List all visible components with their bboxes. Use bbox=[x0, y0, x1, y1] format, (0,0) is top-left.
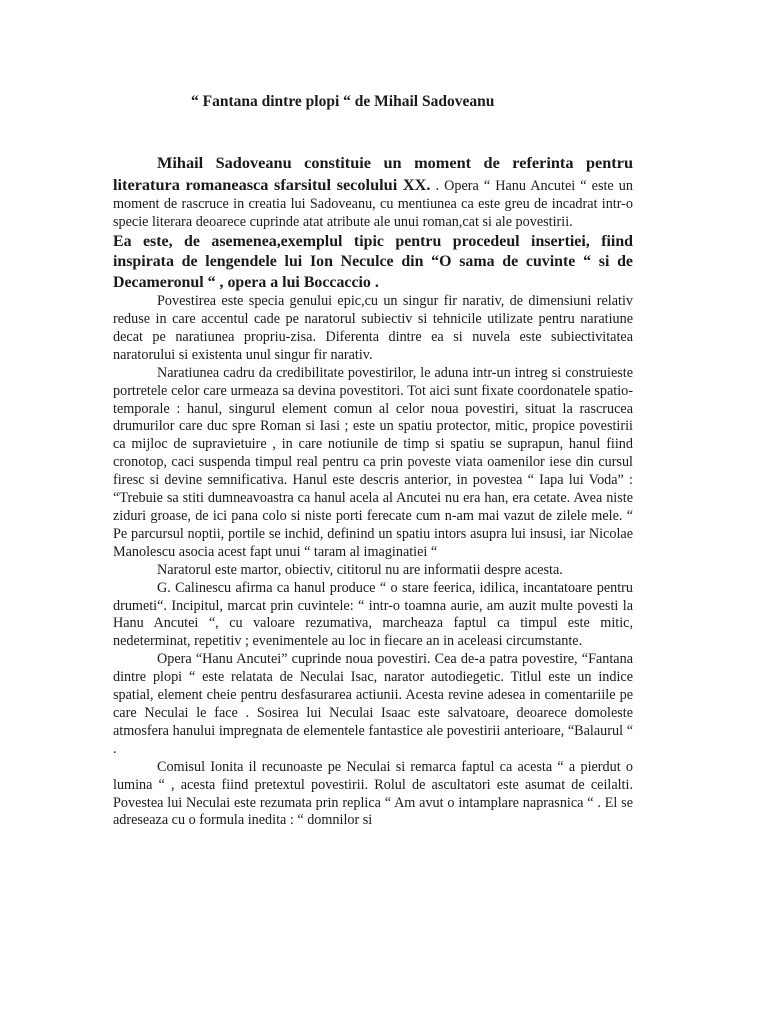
intro-bold-text: Mihail Sadoveanu constituie un moment de referinta pentru literatura romaneasca sfarsitul secolului XX. bbox=[113, 153, 633, 194]
body-paragraph: Naratorul este martor, obiectiv, cititorul nu are informatii despre acesta. bbox=[157, 561, 563, 578]
document-page bbox=[113, 92, 633, 830]
intro-paragraph bbox=[113, 152, 633, 232]
body-paragraph: Povestirea este specia genului epic,cu un singur fir narativ, de dimensiuni relativ reduse in care accentul cade pe naratorul subiectiv si tehnicile utilizate pentru naratiune decat pe naratiunea propriu-zisa. Diferenta dintre ea si nuvela este subiectivitatea naratorului si existenta unul singur fir narativ. bbox=[113, 293, 633, 363]
intro-rest-text: . Opera “ Hanu Ancutei “ este un moment de rascruce in creatia lui Sadoveanu, cu mentiunea ca este greu de incadrat intr-o specie literara deoarece cuprinde atat atribute ale unui roman,cat si ale povestirii. bbox=[113, 177, 633, 230]
insertion-bold-paragraph: Ea este, de asemenea,exemplul tipic pentru procedeul insertiei, fiind inspirata de lengendele lui Ion Neculce din “O sama de cuvinte “ si de Decameronul “ , opera a lui Boccaccio . bbox=[113, 232, 633, 291]
body-paragraph: G. Calinescu afirma ca hanul produce “ o stare feerica, idilica, incantatoare pentru drumeti“. Incipitul, marcat prin cuvintele: “ intr-o toamna aurie, am auzit multe povesti la Hanu Ancutei “, cu valoare rezumativa, marcheaza faptul ca timpul este mitic, nedeterminat, repetitiv ; evenimentele au loc in fiecare an in aceleasi circumstante. bbox=[113, 579, 633, 650]
body-paragraph: Comisul Ionita il recunoaste pe Neculai si remarca faptul ca acesta “ a pierdut o lumina “ , acesta fiind pretextul povestirii. Rolul de ascultatori este asumat de ceilalti. Povestea lui Neculai este rezumata prin replica “ Am avut o intamplare naprasnica “ . El se adreseaza cu o formula inedita : “ domnilor si bbox=[113, 758, 633, 829]
document-title: “ Fantana dintre plopi “ de Mihail Sadoveanu bbox=[191, 93, 495, 110]
body-paragraph: Naratiunea cadru da credibilitate povestirilor, le aduna intr-un intreg si construieste portretele celor care urmeaza sa devina povestitori. Tot aici sunt fixate coordonatele spatio-temporale : hanul, singurul element comun al celor noua povestiri, situat la rascrucea drumurilor care duc spre Roman si Iasi ; este un spatiu protector, mitic, propice povestirii ca mijloc de supravietuire , in care notiunile de timp si spatiu se suprapun, hanul fiind cronotop, caci suspenda timpul real pentru ca prin poveste viata oamenilor iese din cursul firesc si devine semnificativa. Hanul este descris anterior, in povestea “ Iapa lui Voda” : “Trebuie sa stiti dumneavoastra ca hanul acela al Ancutei nu era han, era cetate. Avea niste ziduri groase, de ici pana colo si niste porti ferecate cum n-am mai vazut de zilele mele. “ Pe parcursul noptii, portile se inchid, definind un spatiu intors asupra lui insusi, iar Nicolae Manolescu asocia acest fapt unui “ taram al imaginatiei “ bbox=[113, 364, 633, 560]
body-paragraph: Opera “Hanu Ancutei” cuprinde noua povestiri. Cea de-a patra povestire, “Fantana dintre plopi “ este relatata de Neculai Isac, narator autodiegetic. Titlul este un indice spatial, element cheie pentru desfasurarea actiunii. Acesta revine adesea in comentariile pe care Neculai le face . Sosirea lui Neculai Isaac este salvatoare, deoarece domoleste atmosfera hanului impregnata de elementele fantastice ale povestirii anterioare, “Balaurul “ . bbox=[113, 651, 633, 757]
